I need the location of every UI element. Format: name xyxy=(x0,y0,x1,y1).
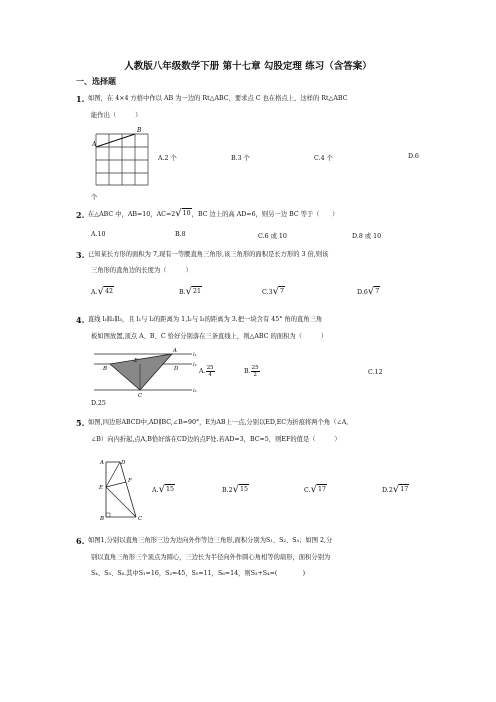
q5-quadrilateral-figure xyxy=(96,456,158,522)
q5-label-b: B xyxy=(100,516,105,522)
q1-number: 1. xyxy=(76,94,85,104)
q4-line2: 板如图放置,顶点 A、B、C 恰好分别落在三条直线上，则△ABC 的面积为（ ） xyxy=(91,333,328,340)
q2-option-c[interactable]: C.6 或 10 xyxy=(258,233,287,240)
q2-line1-part1: 在△ABC 中，AB=10，AC=2 xyxy=(88,211,176,218)
q5-label-f: F xyxy=(128,478,132,484)
q1-option-d[interactable]: D.6 xyxy=(408,153,419,160)
q5-number: 5. xyxy=(76,418,85,428)
q3-option-b[interactable]: B. √ 21 xyxy=(179,286,202,297)
q4-option-d[interactable]: D.25 xyxy=(91,400,106,407)
q3-b-sqrt: √ 21 xyxy=(185,286,202,297)
q2-line1-part2: ，BC 边上的高 AD=6，则另一边 BC 等于（ ） xyxy=(191,211,339,218)
q3-option-c[interactable]: C.3 √ 7 xyxy=(262,286,284,297)
q5-label-c: C xyxy=(138,516,143,522)
q4-a-fraction: $\frac{25}{4}$ xyxy=(206,365,214,378)
q4-option-a[interactable]: A. $\frac{25}{4}$ xyxy=(199,365,214,378)
q5-label-e: E xyxy=(99,485,104,491)
q2-line1 xyxy=(88,208,338,221)
q1-option-a[interactable]: A.2 个 xyxy=(158,155,177,162)
q6-line2: 别以直角三角形三个顶点为圆心，三边长为半径向外作圆心角相等的扇形，面积分别为 xyxy=(91,554,331,561)
q3-d-sqrt: √ 7 xyxy=(367,286,380,297)
q4-label-l2: l₂ xyxy=(193,362,197,368)
q6-line3: S₄、S₅、S₆.其中S₁=16，S₂=45，S₅=11，S₆=14，则S₃+S₄=( ) xyxy=(91,570,306,577)
q1-label-a: A xyxy=(92,141,97,148)
page-title: 人教版八年级数学下册 第十七章 勾股定理 练习（含答案） xyxy=(124,61,372,72)
q5-a-sqrt: √ 15 xyxy=(158,484,174,495)
q3-a-sqrt: √ 42 xyxy=(97,286,113,297)
q1-line1: 如图，在 4×4 方格中作以 AB 为一边的 Rt△ABC，要求点 C 也在格点上，这样的 Rt△ABC xyxy=(88,95,348,102)
q1-option-b[interactable]: B.3 个 xyxy=(231,155,250,162)
q5-option-a[interactable]: A. √ 15 xyxy=(152,484,174,495)
q4-label-l3: l₃ xyxy=(193,388,197,394)
q2-sqrt: √ 10 xyxy=(175,208,191,219)
q5-option-b[interactable]: B.2 √ 15 xyxy=(222,484,249,495)
q1-option-c[interactable]: C.4 个 xyxy=(314,155,333,162)
q5-option-d[interactable]: D.2 √ 17 xyxy=(382,484,409,495)
q6-number: 6. xyxy=(76,536,85,546)
q4-label-a: A xyxy=(173,348,177,354)
q1-option-d-tail: 个 xyxy=(91,194,98,201)
q4-lines-figure xyxy=(92,346,198,400)
q4-number: 4. xyxy=(76,315,85,325)
q6-line1: 如图1,分别以直角三角形三边为边向外作等边三角形,面积分别为S₁、S₂、S₃；如图 2,分 xyxy=(88,537,333,544)
q4-label-l1: l₁ xyxy=(193,352,197,358)
q5-d-sqrt: √ 17 xyxy=(392,484,409,495)
q3-number: 3. xyxy=(76,250,85,260)
q4-label-e: E xyxy=(134,358,139,364)
q5-label-a: A xyxy=(100,460,104,466)
q1-grid-figure xyxy=(92,124,152,186)
q5-line2: ∠B）向内折起,点A,B恰好落在CD边的点F处.若AD=3，BC=5，则EF的值是（ ） xyxy=(91,436,341,443)
q3-option-d[interactable]: D.6 √ 7 xyxy=(357,286,380,297)
q4-b-fraction: $\frac{25}{2}$ xyxy=(251,365,259,378)
q2-number: 2. xyxy=(76,210,85,220)
q3-line2: 三角形的直角边的长度为（ ） xyxy=(91,267,192,274)
q4-option-b[interactable]: B. $\frac{25}{2}$ xyxy=(244,365,259,378)
section-heading: 一、选择题 xyxy=(76,76,116,86)
q2-option-d[interactable]: D.8 或 10 xyxy=(352,233,382,240)
q4-label-d: D xyxy=(174,366,179,372)
q2-option-b[interactable]: B.8 xyxy=(175,231,186,238)
q4-option-c[interactable]: C.12 xyxy=(368,369,383,376)
q3-option-a[interactable]: A. √ 42 xyxy=(91,286,113,297)
q1-label-b: B xyxy=(137,127,142,134)
q5-option-c[interactable]: C. √ 17 xyxy=(304,484,326,495)
q1-line2: 能作出（ ） xyxy=(91,112,142,119)
q4-label-b: B xyxy=(103,366,108,372)
q3-line1: 已知某长方形的面积为 7,现有一等腰直角三角形,该三角形的面积是长方形的 3 倍,则该 xyxy=(88,251,329,258)
q2-option-a[interactable]: A.10 xyxy=(91,231,106,238)
q3-c-sqrt: √ 7 xyxy=(272,286,284,297)
q4-label-c: C xyxy=(138,393,143,399)
q5-b-sqrt: √ 15 xyxy=(232,484,249,495)
q5-label-d: D xyxy=(121,460,126,466)
q5-c-sqrt: √ 17 xyxy=(310,484,326,495)
q5-line1: 如图,四边形ABCD中,AD∥BC,∠B=90°，E为AB上一点,分别以ED,EC为折痕将两个角（∠A, xyxy=(88,419,349,426)
q4-line1: 直线 l₁∥l₂∥l₃，且 l₁与 l₂的距离为 1,l₂与 l₃的距离为 3.把一块含有 45° 角的直角三角 xyxy=(88,316,323,323)
